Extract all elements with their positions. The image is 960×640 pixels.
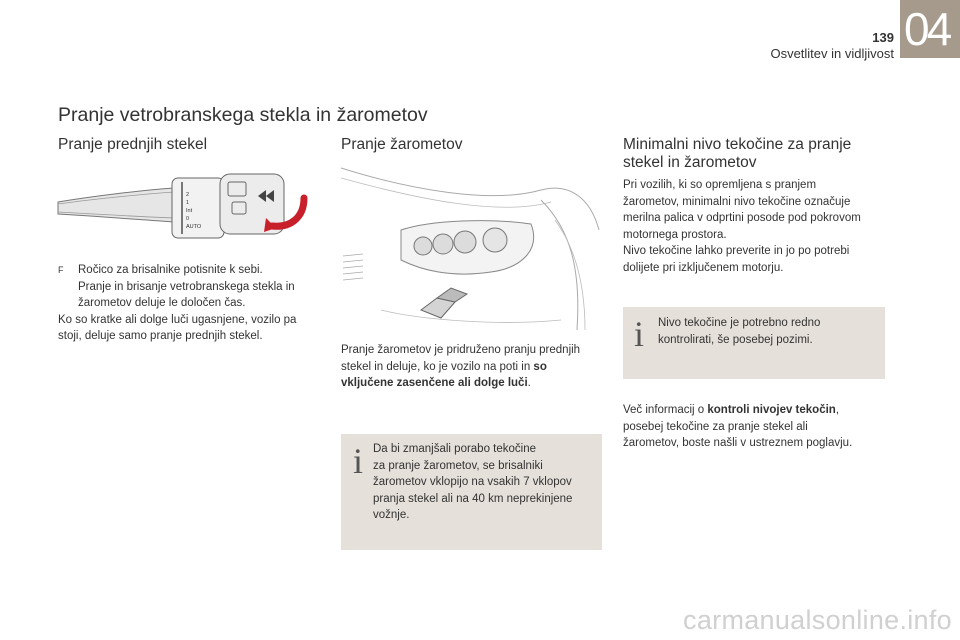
stalk-mark-auto: AUTO	[186, 224, 202, 230]
column3-more-line-1: Več informacij o	[623, 404, 708, 416]
bullet-icon: F	[58, 265, 64, 275]
column3-info-line-1: Nivo tekočine je potrebno redno	[658, 317, 821, 329]
column2-info-line-1: Da bi zmanjšali porabo tekočine	[373, 443, 537, 455]
column2-info-line-5: vožnje.	[373, 509, 410, 521]
column3-para-line-3: merilna palica v odprtini posode pod pokrovom	[623, 212, 861, 224]
bullet-line-2: Pranje in brisanje vetrobranskega stekla in	[78, 280, 295, 293]
column3-more-info	[623, 402, 893, 452]
column3-paragraph	[623, 177, 893, 276]
section-name: Osvetlitev in vidljivost	[770, 46, 894, 61]
column2-info-line-4: pranja stekel ali na 40 km neprekinjene	[373, 492, 573, 505]
column3-info-text	[658, 315, 880, 348]
watermark: carmanualsonline.info	[683, 605, 952, 635]
column2-info-text	[373, 441, 599, 524]
column3-para-line-5: Nivo tekočine lahko preverite in jo po potrebi	[623, 245, 850, 257]
column3-more-line-1-end: ,	[835, 404, 840, 416]
column3-para-line-2: žarometov, minimalni nivo tekočine označuje	[623, 195, 851, 208]
column1-bullet	[58, 262, 320, 345]
info-icon: i	[634, 314, 645, 354]
column1-para-line-1: Ko so kratke ali dolge luči ugasnjene, vozilo pa	[58, 313, 297, 326]
column3-info-line-2: kontrolirati, še posebej pozimi.	[658, 333, 813, 346]
stalk-mark-int: Int	[186, 208, 193, 214]
bullet-line-3: žarometov deluje le določen čas.	[78, 297, 246, 309]
column1-para-line-2: stoji, deluje samo pranje prednjih stekel.	[58, 330, 263, 342]
column3-title-line-2: stekel in žarometov	[623, 154, 757, 171]
chapter-tab	[900, 0, 960, 58]
column3-para-line-1: Pri vozilih, ki so opremljena s pranjem	[623, 179, 817, 191]
column2-info-line-2: za pranje žarometov, se brisalniki	[373, 459, 543, 472]
stalk-mark-1: 1	[186, 200, 190, 206]
column3-info-box	[623, 307, 885, 379]
info-icon: i	[353, 441, 364, 481]
column2-para-line-2-bold: so	[533, 360, 547, 373]
bullet-line-1: Ročico za brisalnike potisnite k sebi.	[78, 264, 263, 276]
column3-para-line-4: motornega prostora.	[623, 228, 727, 241]
column2-title: Pranje žarometov	[341, 136, 463, 153]
page-title: Pranje vetrobranskega stekla in žarometov	[58, 104, 428, 126]
stalk-mark-2: 2	[186, 192, 190, 198]
column2-para-line-3-bold: vključene zasenčene ali dolge luči	[341, 377, 528, 389]
column3-para-line-6: dolijete pri izključenem motorju.	[623, 261, 784, 274]
column3-more-line-1-bold: kontroli nivojev tekočin	[707, 404, 836, 416]
column3-title-line-1: Minimalni nivo tekočine za pranje	[623, 136, 852, 153]
chapter-number: 04	[904, 3, 950, 55]
column2-para-line-1: Pranje žarometov je pridruženo pranju prednjih	[341, 344, 581, 356]
page-number: 139	[872, 30, 894, 45]
wiper-stalk-illustration	[54, 168, 314, 248]
column3-more-line-2: posebej tekočine za pranje stekel ali	[623, 420, 808, 433]
column3-more-line-3: žarometov, boste našli v ustreznem poglavju.	[623, 437, 853, 449]
column1-title: Pranje prednjih stekel	[58, 136, 208, 153]
column2-info-line-3: žarometov vklopijo na vsakih 7 vklopov	[373, 476, 572, 488]
headlamp-washer-illustration	[341, 160, 603, 336]
column2-para-line-2: stekel in deluje, ko je vozilo na poti in	[341, 360, 534, 373]
column2-info-box	[341, 434, 602, 550]
column2-paragraph	[341, 342, 603, 392]
column3-title	[623, 136, 893, 172]
stalk-mark-0: 0	[186, 216, 190, 222]
column2-para-line-3-end: .	[527, 377, 531, 389]
